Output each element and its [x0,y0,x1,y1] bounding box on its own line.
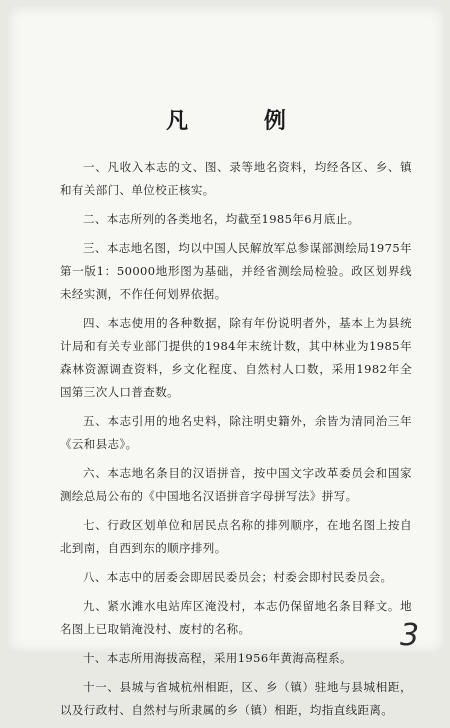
paragraph-2: 二、本志所列的各类地名，均截至1985年6月底止。 [83,212,360,226]
paragraph-9: 九、紧水滩水电站库区淹没村，本志仍保留地名条目释文。地名图上已取销淹没村、废村的名称。 [60,599,412,636]
paragraph-1: 一、凡收入本志的文、图、录等地名资料，均经各区、乡、镇和有关部门、单位校正核实。 [60,160,412,197]
paragraph-4: 四、本志使用的各种数据，除有年份说明者外，基本上为县统计局和有关专业部门提供的1984年末统计数，其中林业为1985年森林资源调查资料，乡文化程度、自然村人口数，采用1982年全国第三次人口普查数。 [60,316,412,399]
page-number: 3 [400,618,420,653]
paragraph-11: 十一、县城与省城杭州相距，区、乡（镇）驻地与县城相距，以及行政村、自然村与所隶属的乡（镇）相距，均指直线距离。 [60,680,412,717]
paragraph-5: 五、本志引用的地名史料，除注明史籍外，余皆为清同治三年《云和县志》。 [60,414,412,451]
page-title: 凡 例 [166,108,320,134]
document-page [8,6,444,717]
paragraph-3: 三、本志地名图，均以中国人民解放军总参谋部测绘局1975年第一版1：50000地形图为基础，并经省测绘局检验。政区划界线未经实测，不作任何划界依据。 [60,241,412,301]
paragraph-7: 七、行政区划单位和居民点名称的排列顺序，在地名图上按自北到南，自西到东的顺序排列。 [60,518,412,555]
paragraph-8: 八、本志中的居委会即居民委员会；村委会即村民委员会。 [83,570,393,584]
paragraph-6: 六、本志地名条目的汉语拼音，按中国文字改革委员会和国家测绘总局公布的《中国地名汉语拼音字母拼写法》拼写。 [60,466,412,503]
document-body [60,156,412,728]
paragraph-10: 十、本志所用海拔高程，采用1956年黄海高程系。 [83,651,352,665]
